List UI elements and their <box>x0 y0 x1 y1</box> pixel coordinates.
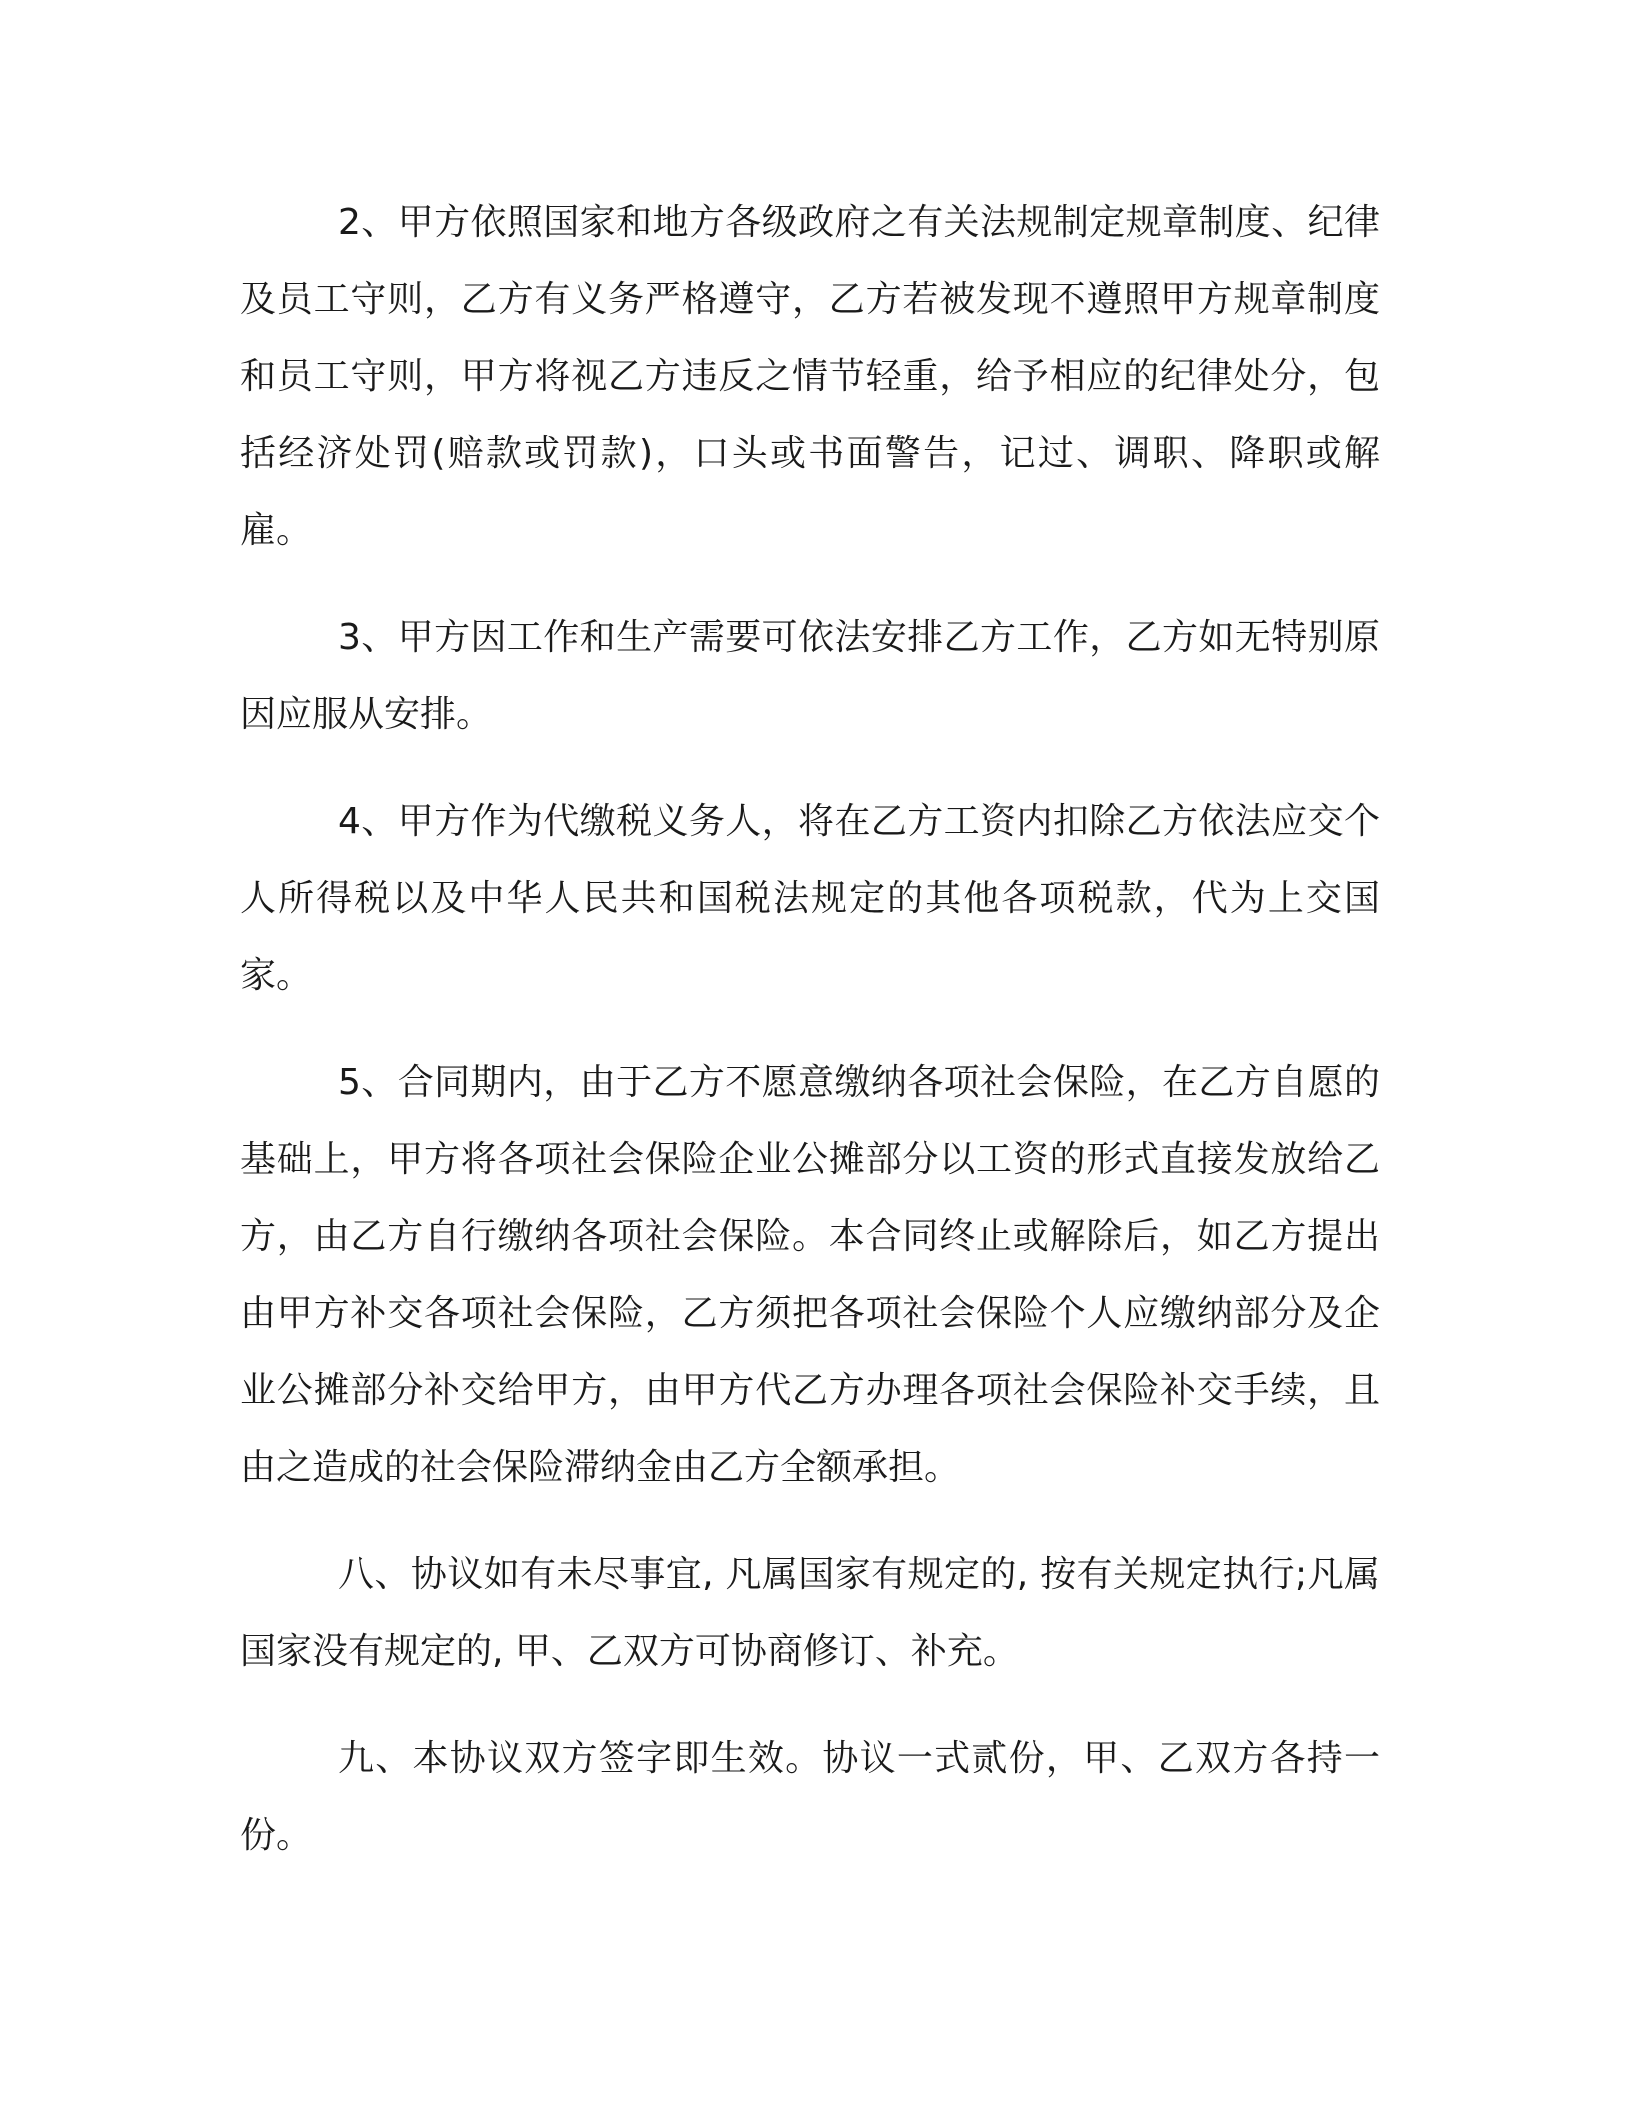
article-9-paragraph: 九、本协议双方签字即生效。协议一式贰份，甲、乙双方各持一份。 <box>240 1738 1380 1856</box>
clause-4-paragraph: 4、甲方作为代缴税义务人，将在乙方工资内扣除乙方依法应交个人所得税以及中华人民共和国税法规定的其他各项税款，代为上交国家。 <box>240 801 1380 996</box>
article-8-paragraph: 八、协议如有未尽事宜, 凡属国家有规定的, 按有关规定执行;凡属国家没有规定的, 甲、乙双方可协商修订、补充。 <box>240 1554 1380 1672</box>
clause-3-paragraph: 3、甲方因工作和生产需要可依法安排乙方工作，乙方如无特别原因应服从安排。 <box>240 617 1380 735</box>
clause-5-paragraph: 5、合同期内，由于乙方不愿意缴纳各项社会保险，在乙方自愿的基础上，甲方将各项社会保险企业公摊部分以工资的形式直接发放给乙方，由乙方自行缴纳各项社会保险。本合同终止或解除后，如乙方提出由甲方补交各项社会保险，乙方须把各项社会保险个人应缴纳部分及企业公摊部分补交给甲方，由甲方代乙方办理各项社会保险补交手续，且由之造成的社会保险滞纳金由乙方全额承担。 <box>240 1062 1380 1488</box>
clause-2-paragraph: 2、甲方依照国家和地方各级政府之有关法规制定规章制度、纪律及员工守则，乙方有义务严格遵守，乙方若被发现不遵照甲方规章制度和员工守则，甲方将视乙方违反之情节轻重，给予相应的纪律处分，包括经济处罚(赔款或罚款)，口头或书面警告，记过、调职、降职或解雇。 <box>240 202 1380 551</box>
document-body <box>240 184 1380 1874</box>
